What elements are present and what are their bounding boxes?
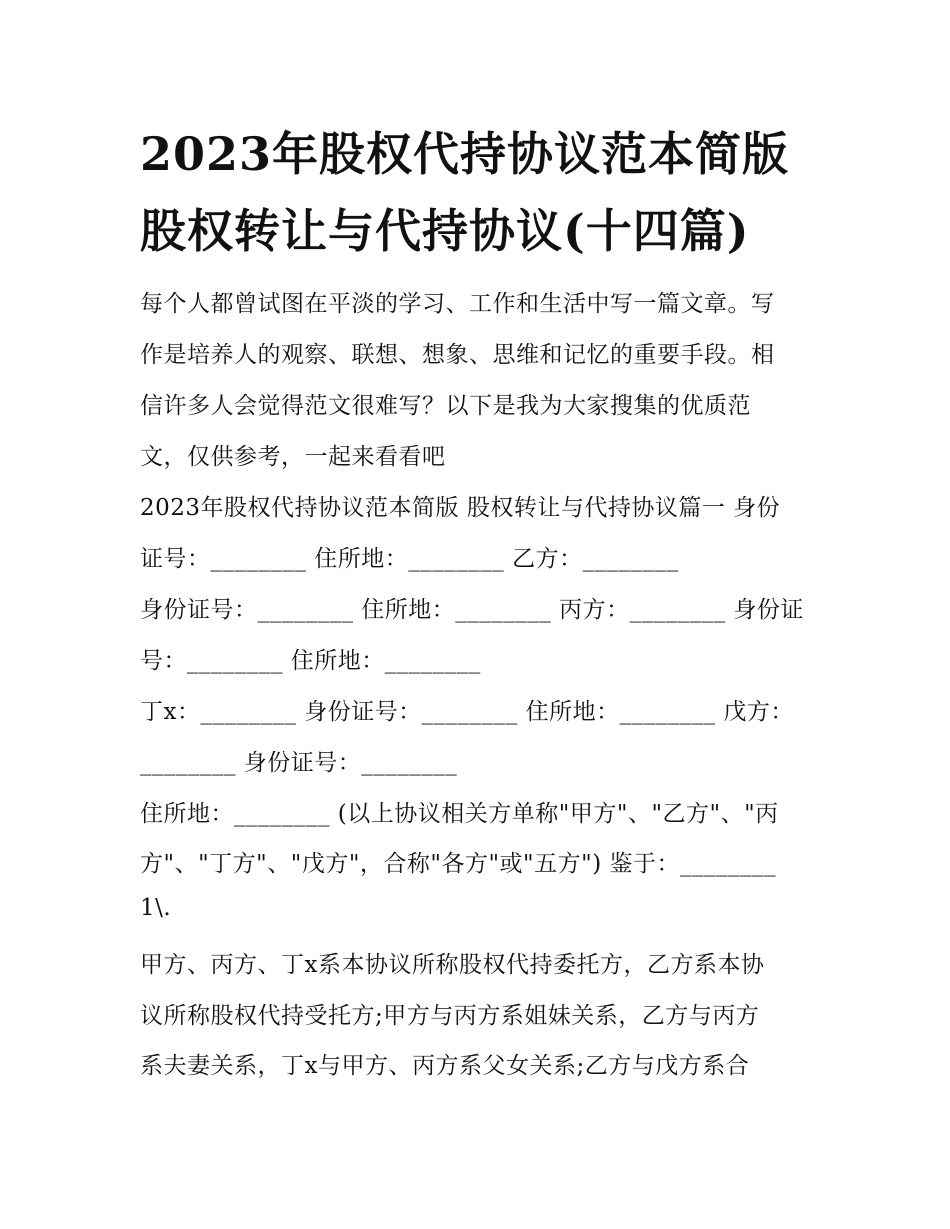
document-title-line-2: 股权转让与代持协议(十四篇) <box>140 204 750 258</box>
body-line: 议所称股权代持受托方;甲方与丙方系姐妹关系，乙方与丙方 <box>140 1003 760 1029</box>
body-line: 身份证号：________ 住所地：________ 丙方：________ 身份证 <box>140 597 804 623</box>
body-line: 方"、"丁方"、"戊方"，合称"各方"或"五方") 鉴于：________ <box>140 851 776 877</box>
body-line: 住所地：________ (以上协议相关方单称"甲方"、"乙方"、"丙 <box>140 801 779 827</box>
body-line: 丁x：________ 身份证号：________ 住所地：________ 戊方： <box>140 699 794 725</box>
intro-line: 信许多人会觉得范文很难写？以下是我为大家搜集的优质范 <box>140 393 751 419</box>
document-title-line-1: 2023年股权代持协议范本简版 <box>140 127 790 181</box>
body-line: 1\. <box>140 895 172 921</box>
body-line: 2023年股权代持协议范本简版 股权转让与代持协议篇一 身份 <box>140 495 781 521</box>
body-line: ________ 身份证号：________ <box>140 750 458 776</box>
body-line: 号：________ 住所地：________ <box>140 648 481 674</box>
body-line: 证号：________ 住所地：________ 乙方：________ <box>140 546 679 572</box>
intro-line: 文，仅供参考，一起来看看吧 <box>140 444 446 470</box>
intro-line: 作是培养人的观察、联想、想象、思维和记忆的重要手段。相 <box>140 342 775 368</box>
body-line: 甲方、丙方、丁x系本协议所称股权代持委托方，乙方系本协 <box>140 952 765 978</box>
intro-line: 每个人都曾试图在平淡的学习、工作和生活中写一篇文章。写 <box>140 291 775 317</box>
body-line: 系夫妻关系，丁x与甲方、丙方系父女关系;乙方与戊方系合 <box>140 1053 750 1079</box>
